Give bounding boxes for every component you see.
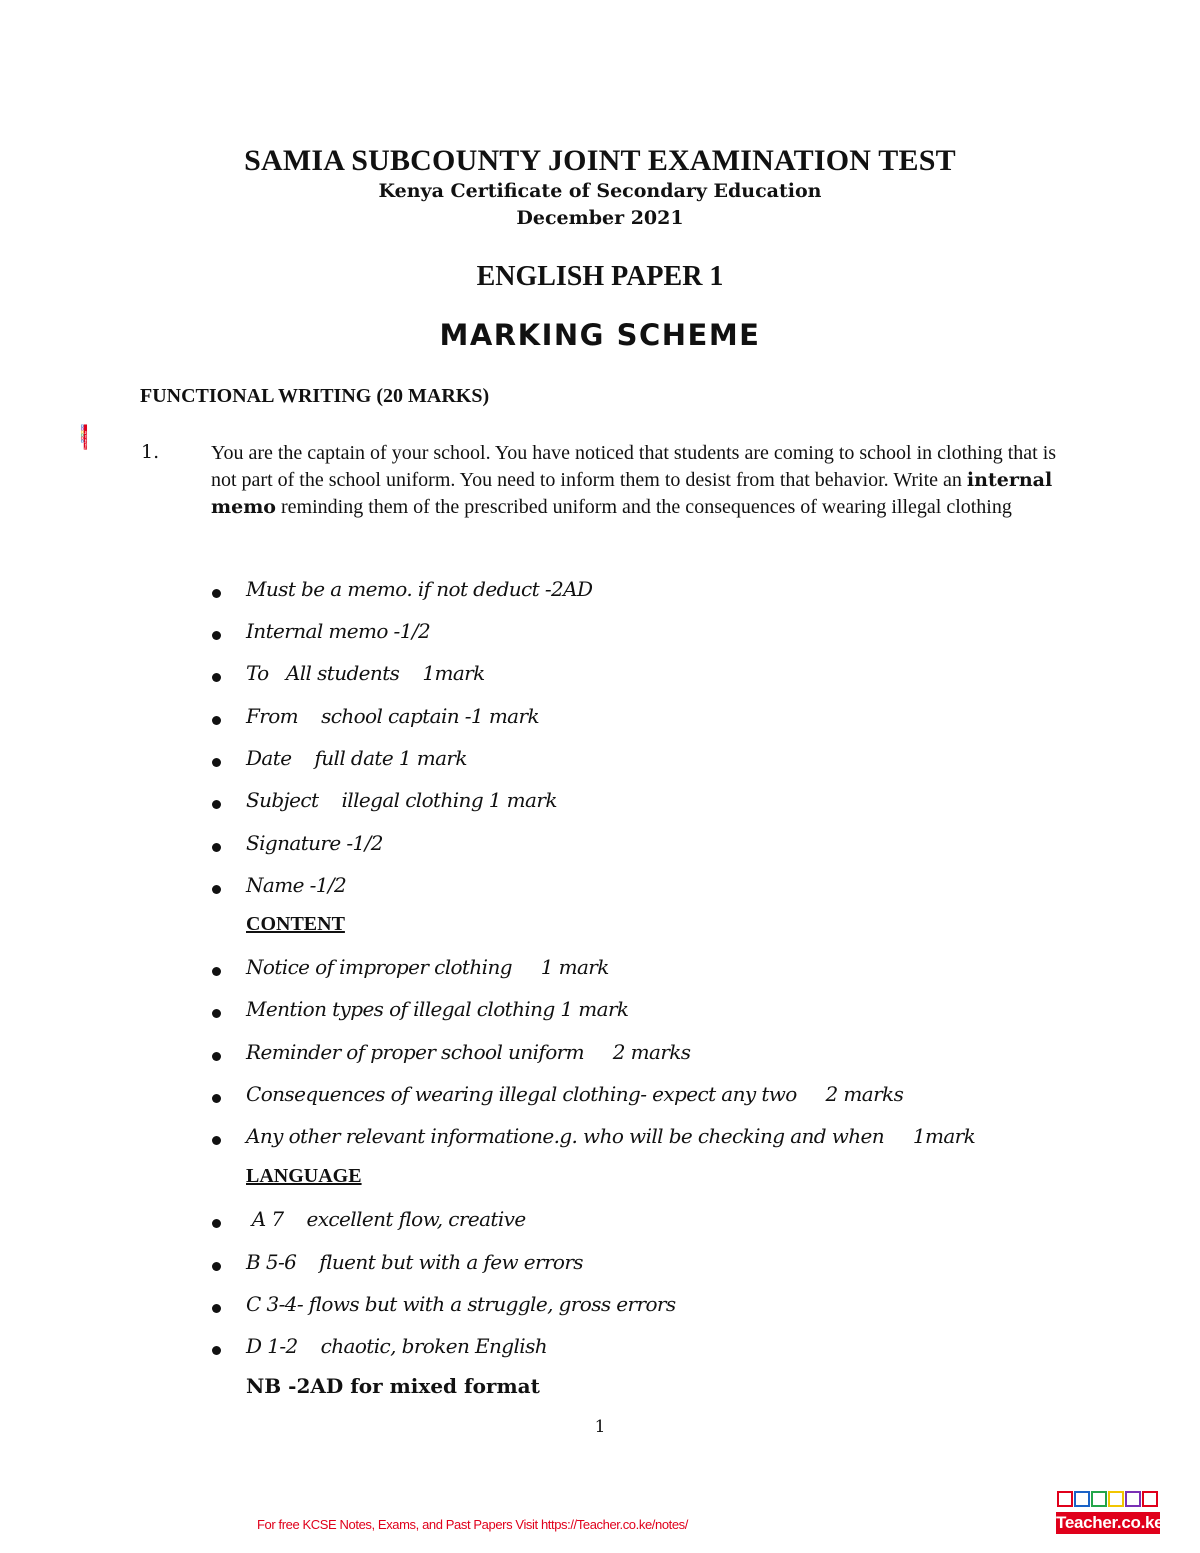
language-heading: LANGUAGE xyxy=(246,1165,362,1187)
exam-title: SAMIA SUBCOUNTY JOINT EXAMINATION TEST xyxy=(244,144,956,177)
list-item: Name -1/2 xyxy=(0,873,1000,903)
marking-scheme-heading: MARKING SCHEME xyxy=(439,318,761,352)
section-heading: FUNCTIONAL WRITING (20 MARKS) xyxy=(140,385,490,407)
bullet-icon xyxy=(212,589,221,598)
bullet-icon xyxy=(212,1136,221,1145)
list-item: C 3-4- flows but with a struggle, gross errors xyxy=(0,1292,1000,1322)
bullet-icon xyxy=(212,1094,221,1103)
bullet-icon xyxy=(212,967,221,976)
page-number: 1 xyxy=(594,1417,606,1437)
paper-title: ENGLISH PAPER 1 xyxy=(476,261,724,292)
teacher-logo xyxy=(1056,1488,1164,1538)
logo-boxes-icon xyxy=(1056,1488,1160,1512)
nb-note: NB -2AD for mixed format xyxy=(246,1374,540,1398)
bullet-icon xyxy=(212,1009,221,1018)
question-text-after: reminding them of the prescribed uniform and the consequences of wearing illegal clothing xyxy=(275,496,1012,518)
content-heading: CONTENT xyxy=(246,913,345,935)
bullet-icon xyxy=(212,631,221,640)
exam-subtitle: Kenya Certificate of Secondary Education xyxy=(378,180,822,202)
list-item: Subject illegal clothing 1 mark xyxy=(0,788,1000,818)
question-number: 1. xyxy=(141,441,160,463)
list-item: Any other relevant informatione.g. who will be checking and when 1mark xyxy=(0,1124,1000,1154)
bullet-icon xyxy=(212,1304,221,1313)
list-item: D 1-2 chaotic, broken English xyxy=(0,1334,1000,1364)
list-item: Mention types of illegal clothing 1 mark xyxy=(0,997,1000,1027)
list-item: From school captain -1 mark xyxy=(0,704,1000,734)
question-text xyxy=(211,440,1071,521)
exam-date: December 2021 xyxy=(516,207,684,229)
svg-text:Teacher.co.ke: Teacher.co.ke xyxy=(83,430,88,450)
logo-boxes-icon xyxy=(28,424,140,450)
footer-link[interactable]: For free KCSE Notes, Exams, and Past Papers Visit https://Teacher.co.ke/notes/ xyxy=(257,1517,688,1532)
bullet-icon xyxy=(212,1262,221,1271)
bullet-icon xyxy=(212,843,221,852)
question-text-before: You are the captain of your school. You have noticed that students are coming to school in clothing that is not part of the school uniform. You need to inform them to desist from that behavior. Write an xyxy=(211,442,1057,491)
list-item: Date full date 1 mark xyxy=(0,746,1000,776)
bullet-icon xyxy=(212,1346,221,1355)
list-item: Internal memo -1/2 xyxy=(0,619,1000,649)
bullet-icon xyxy=(212,885,221,894)
question-text-bold: internal memo xyxy=(211,469,1053,518)
list-item: Reminder of proper school uniform 2 marks xyxy=(0,1040,1000,1070)
list-item: Consequences of wearing illegal clothing- expect any two 2 marks xyxy=(0,1082,1000,1112)
list-item: Notice of improper clothing 1 mark xyxy=(0,955,1000,985)
list-item: Must be a memo. if not deduct -2AD xyxy=(0,577,1000,607)
bullet-icon xyxy=(212,758,221,767)
bullet-icon xyxy=(212,800,221,809)
bullet-icon xyxy=(212,673,221,682)
side-watermark-logo xyxy=(28,424,88,536)
bullet-icon xyxy=(212,1052,221,1061)
bullet-icon xyxy=(212,1219,221,1228)
list-item: To All students 1mark xyxy=(0,661,1000,691)
list-item: A 7 excellent flow, creative xyxy=(0,1207,1000,1237)
list-item: Signature -1/2 xyxy=(0,831,1000,861)
logo-wordmark: Teacher.co.ke xyxy=(1056,1513,1164,1532)
bullet-icon xyxy=(212,716,221,725)
list-item: B 5-6 fluent but with a few errors xyxy=(0,1250,1000,1280)
